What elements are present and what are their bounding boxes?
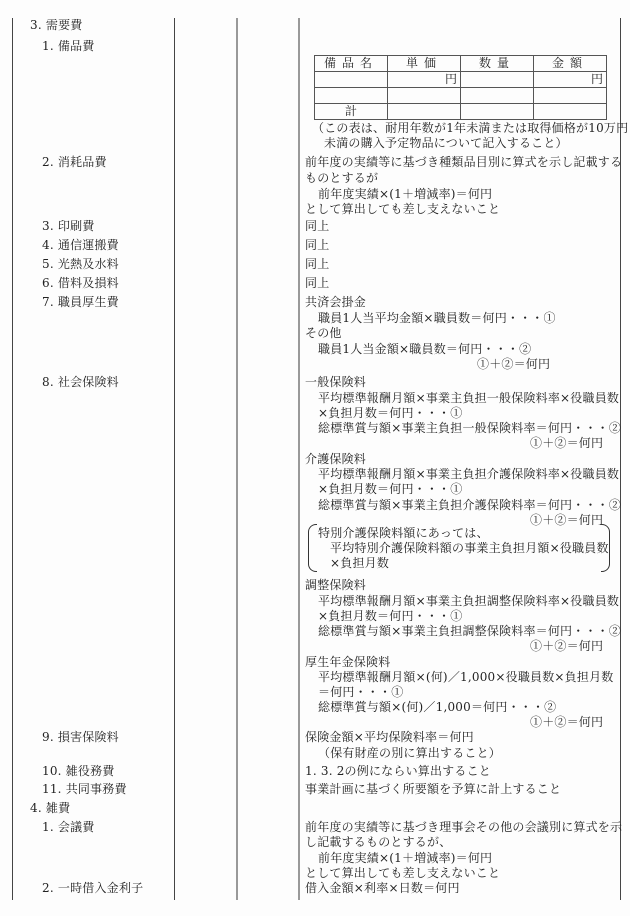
table-header-row [315, 56, 607, 72]
cell [461, 72, 534, 88]
column-rule-3 [236, 18, 238, 900]
item-konetsu: 5. 光熱及水料 [42, 257, 119, 271]
column-rule-right [620, 18, 621, 900]
desc-kosei-2: 職員1人当平均金額×職員数＝何円・・・① [318, 311, 556, 325]
desc-chosei-title: 調整保険料 [305, 578, 367, 592]
cell-total-label: 計 [315, 104, 388, 120]
desc-kosei-nenkin-2: ＝何円・・・① [318, 685, 404, 699]
desc-kosei-4: 職員1人当金額×職員数＝何円・・・② [318, 342, 532, 356]
header-amount: 金額 [534, 56, 607, 72]
column-rule-4 [298, 18, 300, 900]
column-rule-2 [174, 18, 175, 900]
desc-insatsu: 同上 [305, 219, 330, 233]
header-unit-price: 単価 [388, 56, 461, 72]
cell [461, 88, 534, 104]
column-rule-left [12, 18, 13, 900]
desc-kaigi-2: し記載するものとするが、 [305, 835, 452, 849]
desc-kosei-nenkin-3: 総標準賞与額×(何)／1,000＝何円・・・② [318, 700, 557, 714]
table-row [315, 88, 607, 104]
desc-kaigo-3: 総標準賞与額×事業主負担介護保険料率＝何円・・・② [318, 498, 622, 512]
cell [388, 104, 461, 120]
desc-ippan-4: ①＋②＝何円 [530, 436, 604, 450]
item-shomohin: 2. 消耗品費 [42, 155, 107, 169]
desc-kosei-1: 共済会掛金 [305, 295, 367, 309]
item-insatsu: 3. 印刷費 [42, 219, 95, 233]
equipment-table [314, 55, 607, 120]
section-heading-zappi: 4. 雑費 [30, 801, 71, 815]
desc-chosei-2: ×負担月数＝何円・・・① [318, 609, 463, 623]
desc-kosei-nenkin-1: 平均標準報酬月額×(何)／1,000×役職員数×負担月数 [318, 670, 614, 684]
table-note-line1: （この表は、耐用年数が1年未満または取得価格が10万円 [312, 121, 629, 135]
cell [315, 72, 388, 88]
desc-ichiji: 借入金額×利率×日数＝何円 [305, 881, 460, 895]
desc-shomohin-3: 前年度実績×(1＋増減率)＝何円 [318, 187, 493, 201]
desc-chosei-1: 平均標準報酬月額×事業主負担調整保険料率×役職員数 [318, 594, 620, 608]
desc-zatsueki: 1. 3. 2の例にならい算出すること [305, 764, 491, 778]
cell-yen: 円 [388, 72, 461, 88]
item-songai: 9. 損害保険料 [42, 730, 119, 744]
item-bihin: 1. 備品費 [42, 39, 95, 53]
desc-shakuryo: 同上 [305, 276, 330, 290]
desc-ippan-title: 一般保険料 [305, 375, 367, 389]
desc-ippan-3: 総標準賞与額×事業主負担一般保険料率＝何円・・・② [318, 421, 622, 435]
header-quantity: 数量 [461, 56, 534, 72]
header-item-name: 備品名 [315, 56, 388, 72]
item-ichiji: 2. 一時借入金利子 [42, 881, 144, 895]
table-note-line2: 未満の購入予定物品について記入すること） [324, 136, 568, 150]
desc-kaigi-1: 前年度の実績等に基づき理事会その他の会議別に算式を示 [305, 820, 623, 834]
desc-kaigi-3: 前年度実績×(1＋増減率)＝何円 [318, 851, 493, 865]
cell [461, 104, 534, 120]
desc-kosei-5: ①＋②＝何円 [477, 357, 551, 371]
desc-kyodo: 事業計画に基づく所要額を予算に計上すること [305, 782, 562, 796]
table-row [315, 72, 607, 88]
desc-kaigo-2: ×負担月数＝何円・・・① [318, 482, 463, 496]
desc-tokubetsu-1: 特別介護保険料額にあっては、 [318, 526, 489, 540]
desc-ippan-1: 平均標準報酬月額×事業主負担一般保険料率×役職員数 [318, 391, 620, 405]
desc-kaigo-title: 介護保険料 [305, 452, 367, 466]
desc-ippan-2: ×負担月数＝何円・・・① [318, 406, 463, 420]
item-kosei: 7. 職員厚生費 [42, 295, 119, 309]
desc-konetsu: 同上 [305, 257, 330, 271]
desc-kaigi-4: として算出しても差し支えないこと [305, 866, 501, 880]
item-shakai: 8. 社会保険料 [42, 375, 119, 389]
item-kyodo: 11. 共同事務費 [42, 782, 127, 796]
desc-tsushin: 同上 [305, 238, 330, 252]
desc-chosei-3: 総標準賞与額×事業主負担調整保険料率＝何円・・・② [318, 624, 622, 638]
item-zatsueki: 10. 雑役務費 [42, 764, 115, 778]
item-tsushin: 4. 通信運搬費 [42, 238, 119, 252]
desc-kaigo-1: 平均標準報酬月額×事業主負担介護保険料率×役職員数 [318, 467, 620, 481]
cell [315, 88, 388, 104]
desc-tokubetsu-2: 平均特別介護保険料額の事業主負担月額×役職員数 [330, 541, 609, 555]
desc-songai-1: 保険金額×平均保険料率＝何円 [305, 730, 474, 744]
section-heading-juyohi: 3. 需要費 [30, 18, 83, 32]
desc-kosei-nenkin-4: ①＋②＝何円 [530, 715, 604, 729]
table-total-row [315, 104, 607, 120]
cell [534, 88, 607, 104]
cell-yen: 円 [534, 72, 607, 88]
desc-kaigo-4: ①＋②＝何円 [530, 513, 604, 527]
desc-shomohin-4: として算出しても差し支えないこと [305, 202, 501, 216]
desc-songai-2: （保有財産の別に算出すること） [318, 746, 502, 760]
cell [534, 104, 607, 120]
desc-tokubetsu-3: ×負担月数 [330, 556, 390, 570]
desc-kosei-nenkin-title: 厚生年金保険料 [305, 655, 391, 669]
desc-kosei-3: その他 [305, 326, 342, 340]
left-bracket-icon [308, 524, 317, 572]
item-shakuryo: 6. 借料及損料 [42, 276, 119, 290]
desc-shomohin-2: ものとするが [305, 171, 379, 185]
desc-chosei-4: ①＋②＝何円 [530, 639, 604, 653]
desc-shomohin-1: 前年度の実績等に基づき種類品目別に算式を示し記載する [305, 155, 623, 169]
item-kaigi: 1. 会議費 [42, 820, 95, 834]
cell [388, 88, 461, 104]
